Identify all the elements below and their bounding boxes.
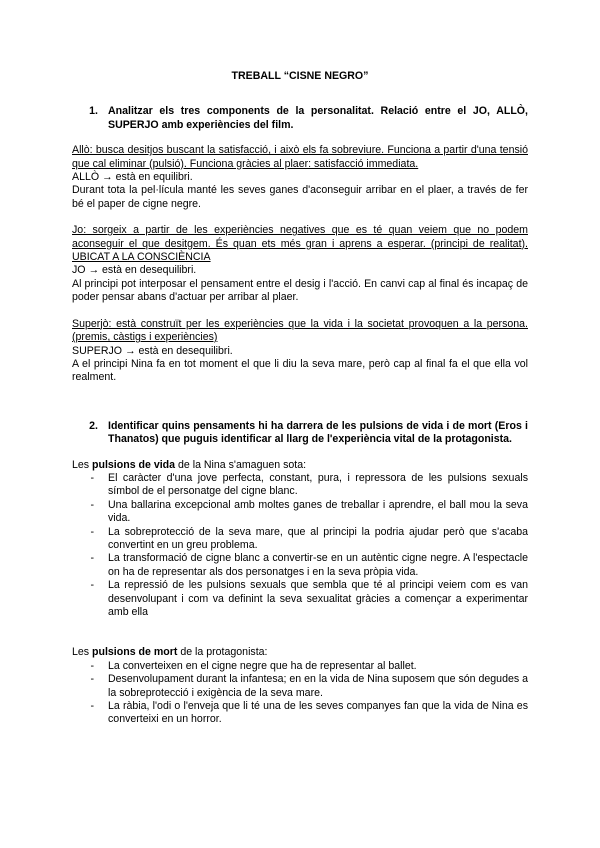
allo-definition: Allò: busca desitjos buscant la satisfacció, i això els fa sobreviure. Funciona a partir d'una tensió que cal eliminar (pulsió). Funciona gràcies al plaer: satisfacció immediata. (72, 144, 528, 170)
document-title: TREBALL “CISNE NEGRO” (231, 70, 369, 82)
list-item: - Una ballarina excepcional amb moltes ganes de treballar i aprendre, el ball mou la seva vida. (90, 498, 528, 525)
superjo-section (72, 318, 528, 385)
superjo-definition: Superjò: està construït per les experiències que la vida i la societat provoquen a la persona. (premis, càstigs i experiències) (72, 317, 528, 344)
jo-state: JO → està en desequilibri. (72, 264, 197, 277)
question-1 (72, 105, 528, 132)
question-1-number: 1. (89, 105, 98, 118)
list-item: - La ràbia, l'odi o l'enveja que li té una de les seves companyes fan que la vida de Nina es converteixi en un horror. (90, 700, 528, 726)
document-page (72, 70, 528, 740)
mort-intro: Les pulsions de mort de la protagonista: (72, 646, 268, 659)
question-1-text: Analitzar els tres components de la personalitat. Relació entre el JO, ALLÒ, SUPERJO amb experiències del film. (108, 105, 528, 131)
superjo-explanation: A el principi Nina fa en tot moment el que li diu la seva mare, però cap al final fa el que ella vol realment. (72, 357, 528, 384)
list-item: - Desenvolupament durant la infantesa; en en la vida de Nina suposem que són degudes a la sobreprotecció i exigència de la seva mare. (90, 673, 528, 699)
question-2-text: Identificar quins pensaments hi ha darrera de les pulsions de vida i de mort (Eros i Thanatos) que puguis identificar al llarg de l'experiència vital de la protagonista. (108, 419, 528, 446)
jo-definition: Jo: sorgeix a partir de les experiències negatives que es té quan veiem que no podem aconseguir el que desitgem. És quan ets més gran i aprens a esperar. (principi de realitat). UBICAT A LA CONSCIÈNCIA (72, 224, 528, 264)
list-item: - La transformació de cigne blanc a convertir-se en un autèntic cigne negre. A l'espectacle on ha de representar als dos personatges i en la seva pròpia vida. (90, 552, 528, 578)
allo-explanation: Durant tota la pel·lícula manté les seves ganes d'aconseguir arribar en el plaer, a través de fer bé el paper de cigne negre. (72, 184, 528, 210)
question-2 (72, 420, 528, 447)
list-item: - El caràcter d'una jove perfecta, constant, pura, i repressora de les pulsions sexuals símbol de el personatge del cigne blanc. (90, 471, 528, 498)
list-item: - La repressió de les pulsions sexuals que sembla que té al principi veiem com es van desenvolupant i com va definint la seva sexualitat gràcies a començar a experimentar amb ella (90, 579, 528, 618)
vida-section (72, 459, 528, 620)
question-2-number: 2. (89, 419, 98, 432)
list-item: - La sobreprotecció de la seva mare, que al principi la podria ajudar però que s'acaba convertint en un greu problema. (90, 525, 528, 551)
mort-list (72, 660, 528, 727)
list-item: - La converteixen en el cigne negre que ha de representar al ballet. (90, 659, 417, 672)
jo-explanation: Al principi pot interposar el pensament entre el desig i l'acció. En canvi cap al final és incapaç de poder pensar abans d'actuar per arribar al plaer. (72, 277, 528, 304)
jo-section (72, 224, 528, 304)
vida-list (72, 472, 528, 619)
vida-intro: Les pulsions de vida de la Nina s'amaguen sota: (72, 458, 307, 471)
mort-section (72, 646, 528, 726)
allo-state: ALLÒ → està en equilibri. (72, 171, 193, 184)
allo-section (72, 144, 528, 211)
superjo-state: SUPERJO → està en desequilibri. (72, 344, 233, 357)
